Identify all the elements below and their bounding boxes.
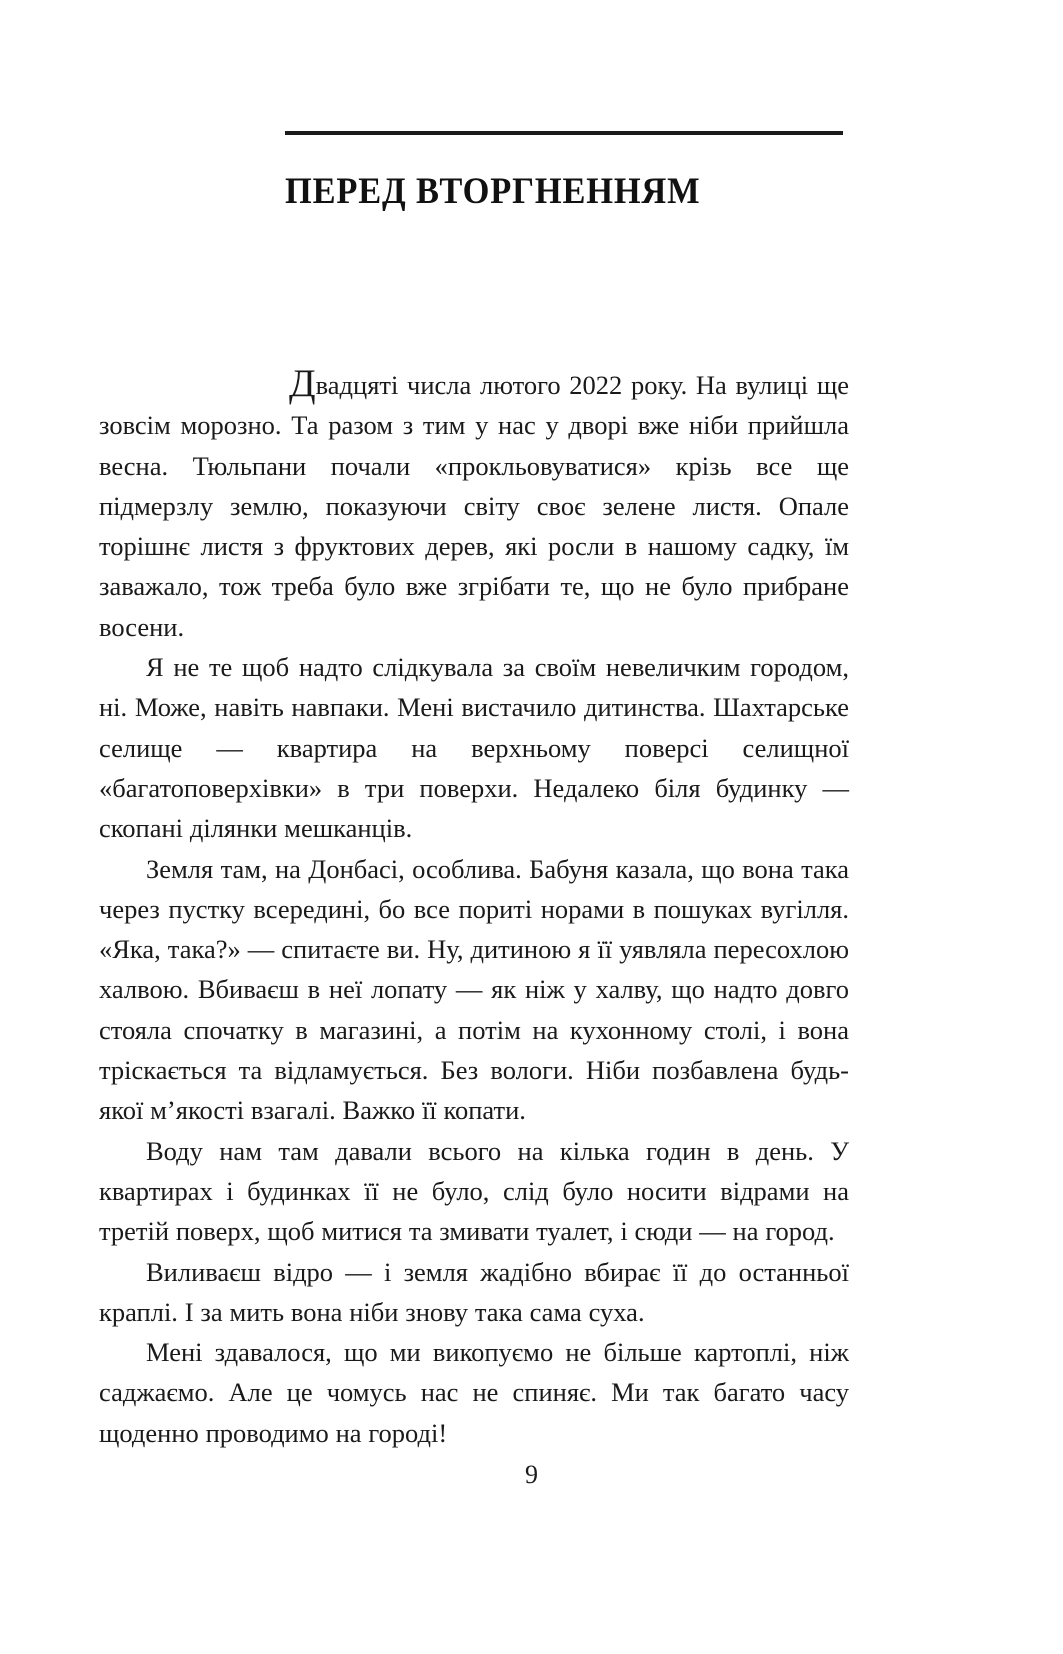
paragraph-3: Земля там, на Донбасі, особлива. Бабуня казала, що вона така через пустку всередині, бо все пориті норами в пошуках вугілля. «Яка, така?» — спитаєте ви. Ну, дитиною я її уявляла пересохлою халвою. Вбиваєш в неї лопату — як ніж у халву, що надто довго стояла спочатку в магазині, а потім на кухонному столі, і вона тріскається та відламується. Без вологи. Ніби позбавлена будь-якої м’якості взагалі. Важко її копати.: [99, 853, 849, 1126]
chapter-divider-rule: [285, 131, 843, 135]
chapter-header: [285, 131, 843, 212]
paragraph-2: Я не те щоб надто слідкувала за своїм невеличким городом, ні. Може, навіть навпаки. Мені вистачило дитинства. Шахтарське селище — квартира на верхньому поверсі селищної «багатоповерхівки» в три поверхи. Недалеко біля будинку — скопані ділянки мешканців.: [99, 652, 849, 844]
paragraph-initial-run: вадцяті: [315, 370, 399, 400]
paragraph-4: Воду нам там давали всього на кілька годин в день. У квартирах і будинках її не було, слід було носити відрами на третій поверх, щоб митися та змивати туалет, і сюди — на город.: [99, 1135, 849, 1247]
body-text-block: [99, 362, 849, 1453]
page-number: 9: [525, 1460, 538, 1489]
paragraph-6: Мені здавалося, що ми викопуємо не більше картоплі, ніж саджаємо. Але це чомусь нас не спиняє. Ми так багато часу щоденно проводимо на городі!: [99, 1337, 849, 1448]
paragraph-5: Виливаєш відро — і земля жадібно вбирає її до останньої краплі. І за мить вона ніби знову така сама суха.: [99, 1256, 849, 1327]
chapter-title: ПЕРЕД ВТОРГНЕННЯМ: [285, 171, 701, 212]
paragraph-1-text: числа лютого 2022 року. На вулиці ще зовсім морозно. Та разом з тим у нас у дворі вже ніби прийшла весна. Тюльпани почали «прокльовуватися» крізь все ще підмерзлу землю, показуючи світу своє зелене листя. Опале торішнє листя з фруктових дерев, які росли в нашому садку, їм заважало, тож треба було вже згрібати те, що не було прибране восени.: [99, 370, 849, 642]
paragraph-initial-letter: Д: [289, 362, 316, 405]
paragraph-1: [99, 362, 849, 647]
